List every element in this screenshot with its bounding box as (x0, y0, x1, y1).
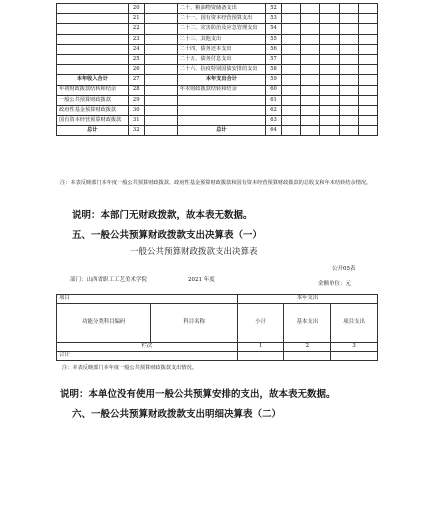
row-item-label: 二十二、灾害防治及应急管理支出 (177, 24, 265, 34)
row-value-left (144, 34, 177, 44)
row-value-left (144, 105, 177, 115)
row-value-cell (282, 126, 301, 136)
row-value-cell (339, 14, 358, 24)
row-value-cell (301, 4, 320, 14)
row-value-left (144, 126, 177, 136)
header-project: 项目支出 (331, 304, 378, 343)
row-value-cell (358, 44, 377, 54)
row-number-left: 31 (128, 116, 144, 126)
row-value-cell (301, 65, 320, 75)
row-value-cell (320, 14, 339, 24)
row-item-label: 二十五、债务付息支出 (177, 54, 265, 64)
table-row (57, 44, 378, 54)
table-row (57, 116, 378, 126)
col-1: 1 (237, 343, 284, 352)
row-number-right: 55 (266, 34, 282, 44)
row-item-label (177, 105, 265, 115)
row-value-left (144, 14, 177, 24)
header-subtotal: 小计 (237, 304, 284, 343)
row-value-cell (282, 75, 301, 85)
row-left-label (57, 54, 129, 64)
row-value-cell (358, 65, 377, 75)
row-item-label: 二十六、抗疫特别国债安排的支出 (177, 65, 265, 75)
row-value-cell (320, 65, 339, 75)
row-value-cell (358, 85, 377, 95)
row-number-right: 58 (266, 65, 282, 75)
row-value-cell (301, 54, 320, 64)
budget-summary-table (56, 3, 378, 136)
row-value-cell (358, 24, 377, 34)
row-value-cell (282, 95, 301, 105)
row-item-label (177, 116, 265, 126)
row-number-right: 53 (266, 14, 282, 24)
row-value-cell (339, 105, 358, 115)
row-value-cell (358, 95, 377, 105)
row-value-left (144, 44, 177, 54)
row-value-cell (339, 95, 358, 105)
row-value-cell (320, 126, 339, 136)
row-left-label (57, 14, 129, 24)
row-value-cell (358, 126, 377, 136)
row-number-left: 23 (128, 34, 144, 44)
row-item-label: 二十一、国有资本经营预算支出 (177, 14, 265, 24)
row-number-right: 62 (266, 105, 282, 115)
row-value-cell (301, 75, 320, 85)
row-value-cell (339, 75, 358, 85)
row-left-label: 年初财政拨款结转和结余 (57, 85, 129, 95)
header-year-expense: 本年支出 (237, 295, 377, 304)
row-number-left: 24 (128, 44, 144, 54)
row-value-cell (282, 65, 301, 75)
expenditure-table (56, 294, 378, 361)
row-value-cell (301, 85, 320, 95)
row-left-label: 一般公共预算财政拨款 (57, 95, 129, 105)
row-value-cell (301, 105, 320, 115)
row-value-cell (320, 85, 339, 95)
row-value-cell (301, 95, 320, 105)
row-value-cell (358, 4, 377, 14)
row-number-left: 30 (128, 105, 144, 115)
row-value-cell (320, 116, 339, 126)
row-value-cell (358, 34, 377, 44)
row-left-label: 总计 (57, 126, 129, 136)
header-func-code: 功能分类科目编码 (57, 304, 151, 343)
row-value-cell (339, 54, 358, 64)
total-basic (284, 352, 331, 361)
row-value-cell (301, 24, 320, 34)
row-value-cell (282, 54, 301, 64)
row-value-left (144, 95, 177, 105)
row-number-left: 29 (128, 95, 144, 105)
row-value-cell (282, 34, 301, 44)
row-value-cell (320, 54, 339, 64)
table-row (57, 54, 378, 64)
col-3: 3 (331, 343, 378, 352)
table-row (57, 85, 378, 95)
header-basic: 基本支出 (284, 304, 331, 343)
row-value-cell (301, 44, 320, 54)
table-row (57, 14, 378, 24)
row-value-cell (301, 34, 320, 44)
row-value-cell (320, 44, 339, 54)
table2-title: 一般公共预算财政拨款支出决算表 (130, 247, 258, 257)
row-number-right: 56 (266, 44, 282, 54)
table-row (57, 34, 378, 44)
year-label: 2021 年度 (188, 277, 215, 283)
row-number-right: 59 (266, 75, 282, 85)
table-code: 公开05表 (332, 266, 356, 272)
section-6-heading: 六、一般公共预算财政拨款支出明细决算表（二） (72, 409, 282, 420)
table-row (57, 65, 378, 75)
row-left-label: 本年收入合计 (57, 75, 129, 85)
row-value-cell (320, 34, 339, 44)
row-value-left (144, 24, 177, 34)
row-number-left: 25 (128, 54, 144, 64)
row-item-label: 年末财政拨款结转和结余 (177, 85, 265, 95)
header-item: 项目 (57, 295, 238, 304)
total-subtotal (237, 352, 284, 361)
row-item-label: 二十四、债务还本支出 (177, 44, 265, 54)
row-value-cell (358, 116, 377, 126)
total-project (331, 352, 378, 361)
row-number-left: 21 (128, 14, 144, 24)
row-value-left (144, 54, 177, 64)
row-left-label (57, 4, 129, 14)
row-number-left: 27 (128, 75, 144, 85)
row-value-cell (339, 24, 358, 34)
row-value-cell (339, 126, 358, 136)
row-value-left (144, 75, 177, 85)
row-value-cell (282, 105, 301, 115)
row-number-right: 64 (266, 126, 282, 136)
row-value-cell (339, 34, 358, 44)
row-number-right: 61 (266, 95, 282, 105)
department-label: 部门：山西省职工工艺美术学院 (70, 277, 148, 283)
row-value-left (144, 65, 177, 75)
row-number-left: 28 (128, 85, 144, 95)
row-value-cell (282, 85, 301, 95)
row-value-cell (339, 4, 358, 14)
row-item-label: 二十、粮油物资储备支出 (177, 4, 265, 14)
row-value-cell (358, 14, 377, 24)
row-item-label (177, 95, 265, 105)
row-number-right: 54 (266, 24, 282, 34)
row-value-cell (282, 4, 301, 14)
row-left-label (57, 65, 129, 75)
explanation-2: 说明：本单位没有使用一般公共预算安排的支出，故本表无数据。 (60, 389, 336, 400)
row-value-cell (301, 116, 320, 126)
row-number-left: 20 (128, 4, 144, 14)
row-left-label: 国有资本经营预算财政拨款 (57, 116, 129, 126)
section-5-heading: 五、一般公共预算财政拨款支出决算表（一） (72, 230, 263, 241)
row-value-cell (282, 14, 301, 24)
row-item-label: 总计 (177, 126, 265, 136)
row-value-cell (282, 44, 301, 54)
row-value-cell (301, 126, 320, 136)
row-value-cell (301, 14, 320, 24)
row-number-right: 57 (266, 54, 282, 64)
row-number-right: 52 (266, 4, 282, 14)
row-value-cell (339, 85, 358, 95)
total-label: 合计 (57, 352, 238, 361)
row-item-label: 二十三、其他支出 (177, 34, 265, 44)
row-left-label (57, 34, 129, 44)
table-row (57, 24, 378, 34)
row-value-left (144, 4, 177, 14)
table-row (57, 105, 378, 115)
amount-unit: 金额单位：元 (318, 281, 352, 287)
row-number-left: 22 (128, 24, 144, 34)
table-row (57, 75, 378, 85)
row-value-cell (320, 4, 339, 14)
table-row (57, 126, 378, 136)
row-value-cell (339, 116, 358, 126)
explanation-1: 说明：本部门无财政拨款，故本表无数据。 (72, 210, 253, 221)
row-value-cell (358, 105, 377, 115)
row-value-cell (339, 65, 358, 75)
row-value-left (144, 116, 177, 126)
row-value-cell (320, 95, 339, 105)
row-value-cell (282, 24, 301, 34)
row-value-cell (320, 105, 339, 115)
row-value-cell (339, 44, 358, 54)
column-label: 栏次 (57, 343, 238, 352)
row-value-cell (320, 75, 339, 85)
row-number-right: 60 (266, 85, 282, 95)
row-number-right: 63 (266, 116, 282, 126)
table1-note: 注：本表反映部门本年度一般公共预算财政拨款、政府性基金预算财政拨款和国有资本经营预算财政拨款的总收支和年末结转结余情况。 (60, 180, 372, 186)
table2-note: 注：本表反映部门本年度一般公共预算财政拨款支出情况。 (62, 365, 197, 371)
row-value-cell (282, 116, 301, 126)
row-number-left: 32 (128, 126, 144, 136)
header-subject-name: 科目名称 (151, 304, 237, 343)
row-left-label: 政府性基金预算财政拨款 (57, 105, 129, 115)
row-left-label (57, 44, 129, 54)
row-value-cell (320, 24, 339, 34)
col-2: 2 (284, 343, 331, 352)
row-item-label: 本年支出合计 (177, 75, 265, 85)
row-value-left (144, 85, 177, 95)
row-value-cell (358, 54, 377, 64)
table-row (57, 4, 378, 14)
row-left-label (57, 24, 129, 34)
table-row (57, 95, 378, 105)
row-number-left: 26 (128, 65, 144, 75)
row-value-cell (358, 75, 377, 85)
